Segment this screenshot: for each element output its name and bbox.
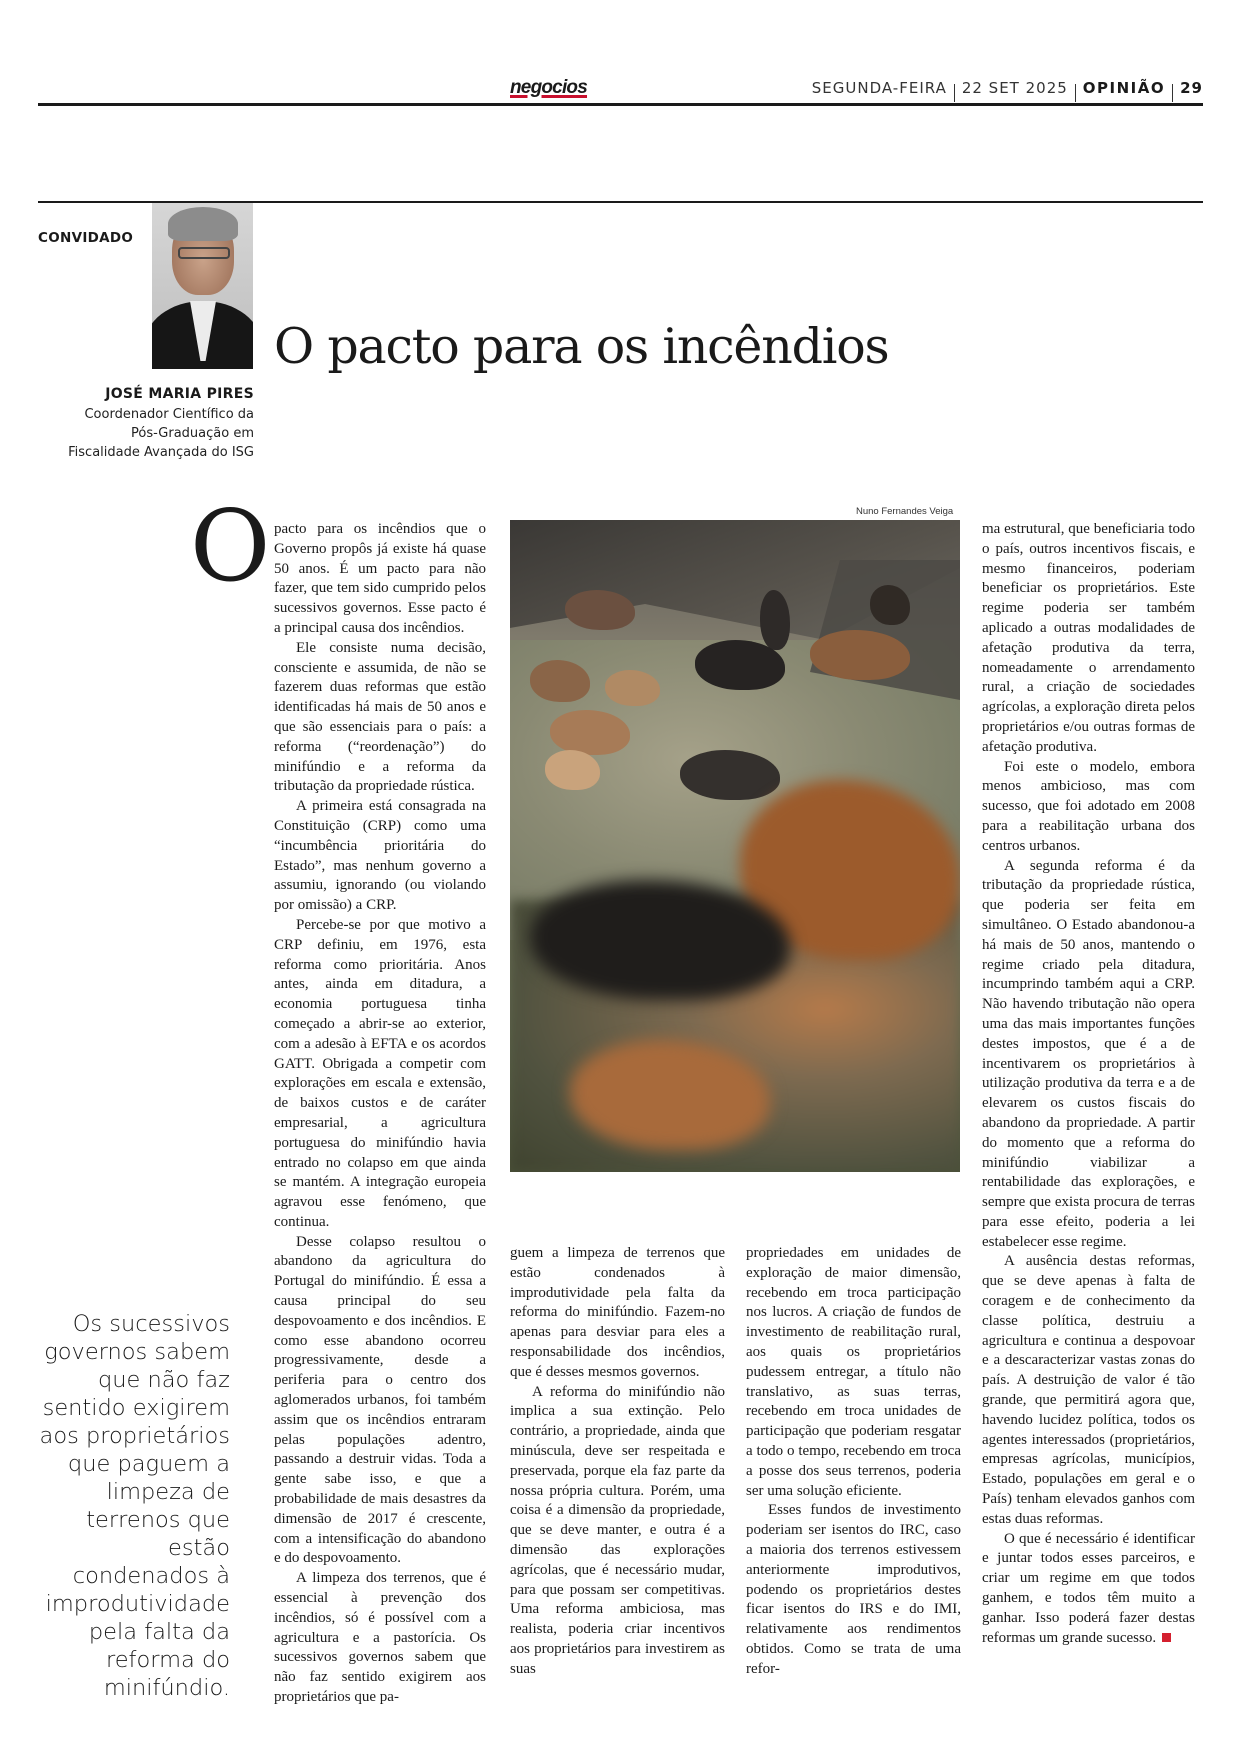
paragraph: O que é necessário é identificar e juntar todos esses parceiros, e criar um regime em que todos ganhem, e todos têm muito a ganhar. Isso poderá fazer destas reformas um grande sucesso. [982,1530,1195,1646]
article-column-2 [510,1244,725,1680]
paragraph: Esses fundos de investimento poderiam ser isentos do IRC, caso a maioria dos terrenos estivessem anteriormente improdutivos, podendo os proprietários destes ficar isentos do IRS e do IMI, relativamente aos rendimentos obtidos. Como se trata de uma refor- [746,1502,961,1677]
goats-photo [510,520,960,1172]
paragraph: guem a limpeza de terrenos que estão condenados à improdutividade pela falta da reforma do minifúndio. Fazem-no apenas para desviar para eles a responsabilidade dos incêndios, que é desses mesmos governos. [510,1245,725,1380]
article-column-4 [982,520,1195,1648]
goat-shape [545,750,600,790]
portrait-hair [168,207,238,241]
paragraph: ma estrutural, que beneficiaria todo o país, outros incentivos fiscais, e mesmo financeiros, poderiam beneficiar os proprietários. Este regime poderia ser também aplicado a outras modalidades de afetação produtiva da terra, nomeadamente o arrendamento rural, a criação de sociedades agrícolas, a exploração direta pelos proprietários e/ou outras formas de afetação produtiva. [982,521,1195,755]
header-divider [1172,84,1173,102]
paragraph: A segunda reforma é da tributação da propriedade rústica, que poderia ser feita em simultâneo. O Estado abandonou-a há mais de 50 anos, mantendo o regime criado pela ditadura, incumprindo também aqui a CRP. Não havendo tributação não opera uma das mais importantes funções destes impostos, que é a de incentivarem os proprietários à utilização produtiva da terra e a de elevarem os custos fiscais do abandono da propriedade. A partir do momento que a reforma do minifúndio viabilizar a rentabilidade das explorações, e sempre que exista procura de terras para esse efeito, poderia a lei estabelecer esse regime. [982,857,1195,1250]
author-portrait [152,203,253,369]
header-info [812,79,1203,97]
article-column-3 [746,1244,961,1680]
paragraph: A limpeza dos terrenos, que é essencial à prevenção dos incêndios, só é possível com a agricultura e a pastorícia. Os sucessivos governos sabem que não faz sentido exigirem aos proprietários que pa- [274,1570,486,1706]
masthead [38,72,1203,106]
article-title: O pacto para os incêndios [274,318,889,375]
paragraph: Percebe-se por que motivo a CRP definiu, em 1976, esta reforma como prioritária. Anos antes, ainda em ditadura, a economia portuguesa tinha começado a abrir-se ao exterior, com a adesão à EFTA e os acordos GATT. Obrigada a competir com explorações em escala e extensão, de baixos custos e de caráter empresarial, a agricultura portuguesa do minifúndio havia entrado no colapso em que ainda se mantém. A integração europeia agravou esse fenómeno, que continua. [274,916,486,1230]
header-date: 22 SET 2025 [961,79,1068,97]
brand-logo [510,77,587,99]
article-kicker: CONVIDADO [38,230,134,246]
header-divider [1075,84,1076,102]
brand-text: negocios [510,77,588,98]
drop-cap: O [190,490,271,604]
author-role: Coordenador Científico da Pós-Graduação em Fiscalidade Avançada do ISG [68,407,254,460]
goat-shape [565,590,635,630]
end-mark [1162,1633,1171,1642]
page-number: 29 [1180,79,1203,97]
pull-quote: Os sucessivos governos sabem que não faz sentido exigirem aos proprietários que paguem a limpeza de terrenos que estão condenados à improdutividade pela falta da reforma do minifúndio. [39,1311,230,1701]
header-divider [954,84,955,102]
header-section: OPINIÃO [1082,79,1166,97]
author-name: JOSÉ MARIA PIRES [105,386,254,402]
goat-shape [870,585,910,625]
photo-credit: Nuno Fernandes Veiga [856,506,954,517]
article-column-1 [274,520,486,1708]
paragraph: A primeira está consagrada na Constituição (CRP) como uma “incumbência prioritária do Estado”, mas nenhum governo a assumiu, ignorando (ou violando por omissão) a CRP. [274,798,486,914]
paragraph: Ele consiste numa decisão, consciente e assumida, de não se fazerem duas reformas que estão identificadas há mais de 50 anos e que são essenciais para o país: a reforma (“reordenação”) do minifúndio e a reforma da tributação da propriedade rústica. [274,639,486,795]
paragraph: pacto para os incêndios que o Governo propôs já existe há quase 50 anos. É um pacto para não fazer, que tem sido cumprido pelos sucessivos governos. Esse pacto é a principal causa dos incêndios. [274,521,486,636]
paragraph: Foi este o modelo, embora menos ambicioso, mas com sucesso, que foi adotado em 2008 para a reabilitação urbana dos centros urbanos. [982,758,1195,854]
byline [38,386,254,462]
header-day: SEGUNDA-FEIRA [811,79,947,97]
paragraph: A ausência destas reformas, que se deve apenas à falta de coragem e de conhecimento da classe política, destruiu a agricultura e continua a despovoar e a descaracterizar vastas zonas do país. A destruição de valor é tão grande, que permitirá agora que, havendo lucidez política, todos os agentes interessados (proprietários, empresas agrícolas, municípios, Estado, populações em geral e o País) tenham elevados ganhos com estas duas reformas. [982,1253,1195,1527]
goat-shape [530,660,590,702]
goat-shape [605,670,660,706]
paragraph: propriedades em unidades de exploração de maior dimensão, recebendo em troca participação nos lucros. A criação de fundos de investimento de reabilitação rural, aos quais os proprietários pudessem entregar, a título não translativo, as suas terras, recebendo em troca unidades de participação que poderiam resgatar a todo o tempo, recebendo em troca a posse dos seus terrenos, poderia ser uma solução eficiente. [746,1245,961,1499]
paragraph: Desse colapso resultou o abandono da agricultura do Portugal do minifúndio. É essa a causa principal do seu despovoamento e dos incêndios. E como esse abandono ocorreu progressivamente, desde a periferia para o centro dos aglomerados urbanos, foi também assim que os incêndios entraram pelas populações adentro, passando a destruir vidas. Toda a gente sabe isso, e que a probabilidade de mais desastres da dimensão de 2017 é crescente, com a intensificação do abandono e do despovoamento. [274,1233,486,1567]
portrait-glasses [178,247,230,259]
paragraph: A reforma do minifúndio não implica a sua extinção. Pelo contrário, a propriedade, ainda que minúscula, deve ser respeitada e preservada, porque ela faz parte da nossa própria cultura. Porém, uma coisa é a dimensão da propriedade, que se deve manter, e outra é a dimensão das explorações agrícolas, que é necessário mudar, para que possam ser competitivas. Uma reforma ambiciosa, mas realista, poderia criar incentivos aos proprietários para investirem as suas [510,1383,725,1677]
